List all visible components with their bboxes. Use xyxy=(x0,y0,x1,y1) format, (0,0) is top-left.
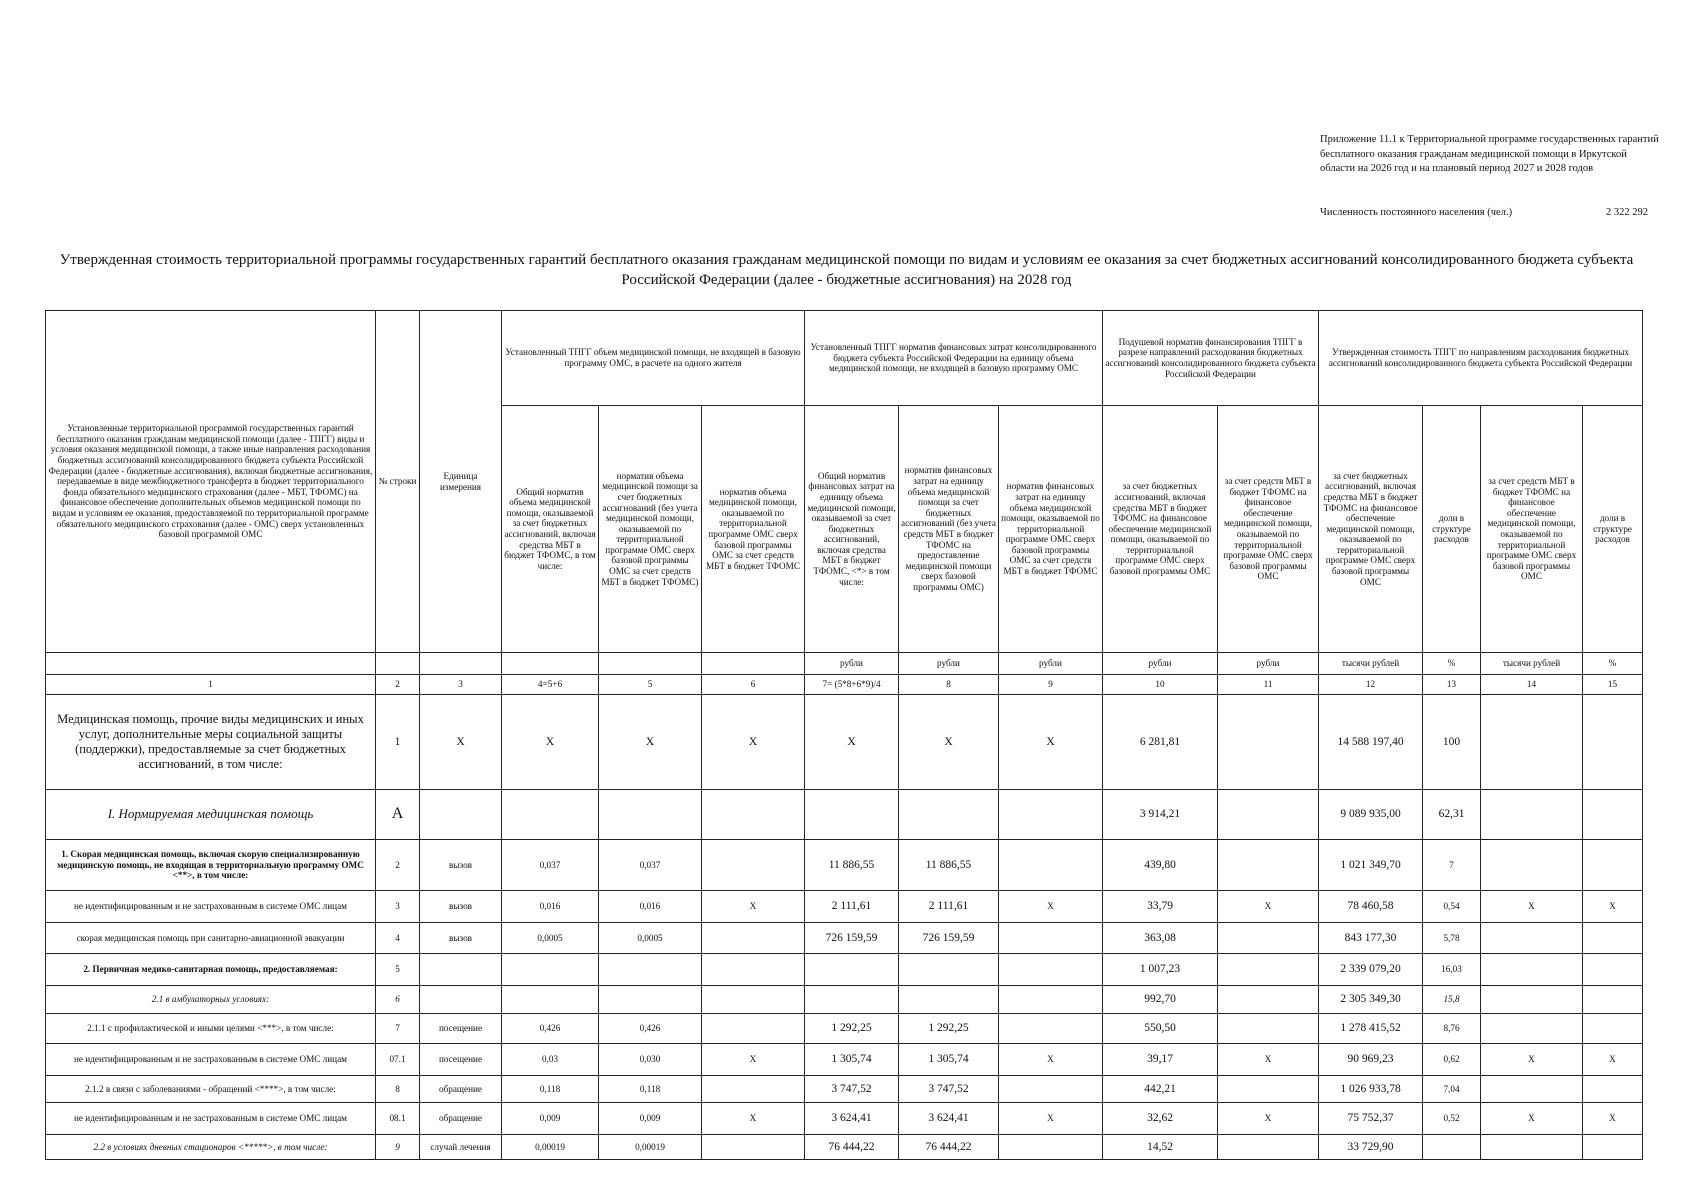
row-label: скорая медицинская помощь при санитарно-авиационной эвакуации xyxy=(46,923,376,954)
cell xyxy=(1583,1014,1643,1044)
cell xyxy=(899,790,999,840)
column-number: 9 xyxy=(999,675,1103,695)
cell xyxy=(1583,1135,1643,1160)
cell xyxy=(702,923,805,954)
cell: 0,009 xyxy=(502,1103,599,1135)
unit-cell: рубли xyxy=(999,653,1103,675)
cell xyxy=(1481,954,1583,986)
row-label: не идентифицированным и не застрахованным в системе ОМС лицам xyxy=(46,1103,376,1135)
cell xyxy=(999,923,1103,954)
row-label: Медицинская помощь, прочие виды медицинских и иных услуг, дополнительные меры социальной защиты (поддержки), предоставляемые за счет бюджетных ассигнований, в том числе: xyxy=(46,695,376,790)
cell: 726 159,59 xyxy=(805,923,899,954)
cell xyxy=(702,1135,805,1160)
cost-table xyxy=(45,310,1643,1160)
population-value: 2 322 292 xyxy=(1606,207,1648,218)
cell: 2 111,61 xyxy=(899,891,999,923)
cell: 1 305,74 xyxy=(805,1044,899,1076)
cell: 1 007,23 xyxy=(1103,954,1218,986)
cell xyxy=(1218,1135,1319,1160)
col-header-14: за счет средств МБТ в бюджет ТФОМС на финансовое обеспечение медицинской помощи, оказываемой по территориальной программе ОМС сверх базовой программы ОМС xyxy=(1481,406,1583,653)
column-number: 1 xyxy=(46,675,376,695)
cell xyxy=(1481,1135,1583,1160)
col-header-1: Установленные территориальной программой государственных гарантий бесплатного оказания гражданам медицинской помощи (далее - ТПГГ) виды и условия оказания медицинской помощи, а также иные направления расходования бюджетных ассигнований консолидированного бюджета субъекта Российской Федерации (далее - бюджетные ассигнования), включая бюджетные ассигнования, передаваемые в виде межбюджетного трансферта в бюджет территориального фонда обязательного медицинского страхования (далее - МБТ, ТФОМС) на финансовое обеспечение дополнительных объемов медицинской помощи по видам и условиям ее оказания, предоставляемой по территориальной программе обязательного медицинского страхования (далее - ОМС) сверх установленных базовой программой ОМС xyxy=(46,311,376,653)
row-number: 4 xyxy=(376,923,420,954)
row-label: 2.2 в условиях дневных стационаров <*****>, в том числе: xyxy=(46,1135,376,1160)
group-header-volume: Установленный ТПГГ объем медицинской помощи, не входящей в базовую программу ОМС, в расчете на одного жителя xyxy=(502,311,805,406)
row-label: 2.1 в амбулаторных условиях: xyxy=(46,986,376,1014)
cell xyxy=(1218,840,1319,891)
cell: 0,037 xyxy=(502,840,599,891)
cell: 0,016 xyxy=(599,891,702,923)
cell xyxy=(899,954,999,986)
cell: Х xyxy=(599,695,702,790)
unit-cell xyxy=(502,653,599,675)
cell xyxy=(599,954,702,986)
cell xyxy=(1583,986,1643,1014)
cell: Х xyxy=(702,695,805,790)
cell xyxy=(1481,840,1583,891)
cell: 14 588 197,40 xyxy=(1319,695,1423,790)
column-number: 6 xyxy=(702,675,805,695)
cell: 33 729,90 xyxy=(1319,1135,1423,1160)
cell: Х xyxy=(702,1103,805,1135)
cell: 1 026 933,78 xyxy=(1319,1076,1423,1103)
cell: 76 444,22 xyxy=(805,1135,899,1160)
cell: 0,426 xyxy=(502,1014,599,1044)
cell xyxy=(1481,986,1583,1014)
cell: 33,79 xyxy=(1103,891,1218,923)
cell: 1 278 415,52 xyxy=(1319,1014,1423,1044)
column-number: 13 xyxy=(1423,675,1481,695)
cell: Х xyxy=(1583,1044,1643,1076)
cell: Х xyxy=(1481,1044,1583,1076)
cell xyxy=(1481,695,1583,790)
cell: Х xyxy=(805,695,899,790)
cell xyxy=(1218,1076,1319,1103)
cell: 0,03 xyxy=(502,1044,599,1076)
cell xyxy=(999,790,1103,840)
group-header-approved-cost: Утвержденная стоимость ТПГГ по направлениям расходования бюджетных ассигнований консолидированного бюджета субъекта Российской Федерации xyxy=(1319,311,1643,406)
cell xyxy=(999,986,1103,1014)
cell: Х xyxy=(899,695,999,790)
col-header-6: норматив объема медицинской помощи, оказываемой по территориальной программе ОМС сверх базовой программы ОМС за счет средств МБТ в бюджет ТФОМС xyxy=(702,406,805,653)
unit-cell: % xyxy=(1583,653,1643,675)
cell xyxy=(1218,790,1319,840)
cell xyxy=(702,1014,805,1044)
column-number: 7= (5*8+6*9)/4 xyxy=(805,675,899,695)
document-title: Утвержденная стоимость территориальной программы государственных гарантий бесплатного оказания гражданам медицинской помощи по видам и условиям ее оказания за счет бюджетных ассигнований консолидированного бюджета субъекта Российской Федерации (далее - бюджетные ассигнования) на 2028 год xyxy=(59,252,1634,288)
cell: вызов xyxy=(420,840,502,891)
cell: 0,016 xyxy=(502,891,599,923)
cell: 2 339 079,20 xyxy=(1319,954,1423,986)
cell: 0,00019 xyxy=(502,1135,599,1160)
cell: 843 177,30 xyxy=(1319,923,1423,954)
cell: Х xyxy=(1218,1103,1319,1135)
cell: 0,54 xyxy=(1423,891,1481,923)
cell xyxy=(899,986,999,1014)
cell xyxy=(999,840,1103,891)
cell xyxy=(1583,840,1643,891)
cell xyxy=(702,840,805,891)
cell: обращение xyxy=(420,1103,502,1135)
col-header-4: Общий норматив объема медицинской помощи, оказываемой за счет бюджетных ассигнований, включая средства МБТ в бюджет ТФОМС, в том числе: xyxy=(502,406,599,653)
row-number: 5 xyxy=(376,954,420,986)
cell: 442,21 xyxy=(1103,1076,1218,1103)
column-number: 10 xyxy=(1103,675,1218,695)
unit-cell xyxy=(702,653,805,675)
cell: Х xyxy=(1218,1044,1319,1076)
population-label: Численность постоянного населения (чел.) xyxy=(1320,207,1513,218)
table-row xyxy=(46,1135,1643,1160)
cell: 0,118 xyxy=(502,1076,599,1103)
cell: 7,04 xyxy=(1423,1076,1481,1103)
cell: 0,0005 xyxy=(599,923,702,954)
cell xyxy=(999,954,1103,986)
cell xyxy=(1583,1076,1643,1103)
cell xyxy=(1218,923,1319,954)
cell: 2 305 349,30 xyxy=(1319,986,1423,1014)
cell: 1 021 349,70 xyxy=(1319,840,1423,891)
row-number: 8 xyxy=(376,1076,420,1103)
cell: 0,0005 xyxy=(502,923,599,954)
unit-cell: % xyxy=(1423,653,1481,675)
cell: 78 460,58 xyxy=(1319,891,1423,923)
table-row xyxy=(46,986,1643,1014)
cell xyxy=(999,1076,1103,1103)
cell: 6 281,81 xyxy=(1103,695,1218,790)
row-label: 2.1.2 в связи с заболеваниями - обращений <****>, в том числе: xyxy=(46,1076,376,1103)
table-row xyxy=(46,1044,1643,1076)
cell: 9 089 935,00 xyxy=(1319,790,1423,840)
unit-cell: рубли xyxy=(1218,653,1319,675)
column-number: 15 xyxy=(1583,675,1643,695)
cell: 0,118 xyxy=(599,1076,702,1103)
col-header-7: Общий норматив финансовых затрат на единицу объема медицинской помощи, оказываемой за счет бюджетных ассигнований, включая средства МБТ в бюджет ТФОМС, <*> в том числе: xyxy=(805,406,899,653)
cell: 16,03 xyxy=(1423,954,1481,986)
cell: вызов xyxy=(420,891,502,923)
cell xyxy=(1481,1076,1583,1103)
row-number: 1 xyxy=(376,695,420,790)
col-header-8: норматив финансовых затрат на единицу объема медицинской помощи за счет бюджетных ассигнований (без учета средств МБТ в бюджет ТФОМС на предоставление медицинской помощи сверх базовой программы ОМС) xyxy=(899,406,999,653)
cell: 3 624,41 xyxy=(805,1103,899,1135)
cell: 992,70 xyxy=(1103,986,1218,1014)
cell: Х xyxy=(702,1044,805,1076)
table-row xyxy=(46,1076,1643,1103)
cell: 76 444,22 xyxy=(899,1135,999,1160)
cell xyxy=(999,1014,1103,1044)
col-header-11: за счет средств МБТ в бюджет ТФОМС на финансовое обеспечение медицинской помощи, оказываемой по территориальной программе ОМС сверх базовой программы ОМС xyxy=(1218,406,1319,653)
cell: 2 111,61 xyxy=(805,891,899,923)
cell: 14,52 xyxy=(1103,1135,1218,1160)
row-number: 7 xyxy=(376,1014,420,1044)
row-number: 9 xyxy=(376,1135,420,1160)
units-row xyxy=(46,653,1643,675)
table-row xyxy=(46,695,1643,790)
cell: Х xyxy=(702,891,805,923)
table-row xyxy=(46,1014,1643,1044)
cell xyxy=(805,954,899,986)
cell: 0,62 xyxy=(1423,1044,1481,1076)
appendix-note: Приложение 11.1 к Территориальной программе государственных гарантий бесплатного оказания гражданам медицинской помощи в Иркутской области на 2026 год и на плановый период 2027 и 2028 годов xyxy=(1320,134,1659,174)
column-number: 2 xyxy=(376,675,420,695)
col-header-13: доли в структуре расходов xyxy=(1423,406,1481,653)
cell xyxy=(702,790,805,840)
cell: 7 xyxy=(1423,840,1481,891)
group-header-cost-norm: Установленный ТПГГ норматив финансовых затрат консолидированного бюджета субъекта Российской Федерации на единицу объема медицинской помощи, не входящей в базовую программу ОМС xyxy=(805,311,1103,406)
unit-cell: рубли xyxy=(1103,653,1218,675)
cell: случай лечения xyxy=(420,1135,502,1160)
column-number: 4=5+6 xyxy=(502,675,599,695)
col-header-15: доли в структуре расходов xyxy=(1583,406,1643,653)
cell xyxy=(1583,790,1643,840)
row-number: 07.1 xyxy=(376,1044,420,1076)
cell: 11 886,55 xyxy=(899,840,999,891)
cell: посещение xyxy=(420,1044,502,1076)
unit-cell xyxy=(46,653,376,675)
cell: 0,52 xyxy=(1423,1103,1481,1135)
cell xyxy=(1423,1135,1481,1160)
cell: 100 xyxy=(1423,695,1481,790)
cell: 0,00019 xyxy=(599,1135,702,1160)
unit-cell xyxy=(376,653,420,675)
header-row-groups xyxy=(46,311,1643,406)
col-header-10: за счет бюджетных ассигнований, включая средства МБТ в бюджет ТФОМС на финансовое обеспечение медицинской помощи, оказываемой по территориальной программе ОМС сверх базовой программы ОМС xyxy=(1103,406,1218,653)
cell: Х xyxy=(1583,891,1643,923)
column-number: 11 xyxy=(1218,675,1319,695)
cell xyxy=(1218,1014,1319,1044)
cell: 3 747,52 xyxy=(899,1076,999,1103)
cell xyxy=(1481,1014,1583,1044)
cell: 439,80 xyxy=(1103,840,1218,891)
row-number: 2 xyxy=(376,840,420,891)
cell xyxy=(1218,986,1319,1014)
row-label: 1. Скорая медицинская помощь, включая скорую специализированную медицинскую помощь, не входящая в территориальную программу ОМС <**>, в том числе: xyxy=(46,840,376,891)
column-number: 8 xyxy=(899,675,999,695)
cell xyxy=(599,986,702,1014)
cell: Х xyxy=(999,891,1103,923)
cell: вызов xyxy=(420,923,502,954)
row-label: 2.1.1 с профилактической и иными целями <***>, в том числе: xyxy=(46,1014,376,1044)
cell: 0,037 xyxy=(599,840,702,891)
cell xyxy=(702,1076,805,1103)
cell xyxy=(702,986,805,1014)
unit-cell xyxy=(599,653,702,675)
cell xyxy=(1218,695,1319,790)
row-label: не идентифицированным и не застрахованным в системе ОМС лицам xyxy=(46,891,376,923)
cell xyxy=(420,954,502,986)
row-number: 3 xyxy=(376,891,420,923)
cell: Х xyxy=(420,695,502,790)
cell xyxy=(1583,695,1643,790)
column-number: 3 xyxy=(420,675,502,695)
col-header-9: норматив финансовых затрат на единицу объема медицинской помощи, оказываемой по территориальной программе ОМС сверх базовой программы ОМС за счет средств МБТ в бюджет ТФОМС xyxy=(999,406,1103,653)
column-number-row xyxy=(46,675,1643,695)
column-number: 12 xyxy=(1319,675,1423,695)
cell xyxy=(1481,790,1583,840)
unit-cell: рубли xyxy=(899,653,999,675)
cell: 3 624,41 xyxy=(899,1103,999,1135)
cell: 90 969,23 xyxy=(1319,1044,1423,1076)
cell xyxy=(599,790,702,840)
column-number: 5 xyxy=(599,675,702,695)
cell: 1 305,74 xyxy=(899,1044,999,1076)
cell xyxy=(1583,954,1643,986)
cell: 39,17 xyxy=(1103,1044,1218,1076)
cell: 0,009 xyxy=(599,1103,702,1135)
cell xyxy=(420,986,502,1014)
table-row xyxy=(46,790,1643,840)
population-line xyxy=(1320,207,1648,218)
column-number: 14 xyxy=(1481,675,1583,695)
cell: Х xyxy=(1218,891,1319,923)
group-header-per-capita: Подушевой норматив финансирования ТПГГ в разрезе направлений расходования бюджетных ассигнований консолидированного бюджета субъекта Российской Федерации xyxy=(1103,311,1319,406)
cell xyxy=(805,790,899,840)
table-row xyxy=(46,954,1643,986)
cell: Х xyxy=(1583,1103,1643,1135)
col-header-2: № строки xyxy=(376,311,420,653)
cell: 15,8 xyxy=(1423,986,1481,1014)
cell: 363,08 xyxy=(1103,923,1218,954)
cell: 11 886,55 xyxy=(805,840,899,891)
cell xyxy=(805,986,899,1014)
unit-cell xyxy=(420,653,502,675)
cell: 1 292,25 xyxy=(805,1014,899,1044)
table-row xyxy=(46,891,1643,923)
table-row xyxy=(46,923,1643,954)
cell xyxy=(702,954,805,986)
cell xyxy=(1583,923,1643,954)
cell: 0,030 xyxy=(599,1044,702,1076)
cell: Х xyxy=(999,1044,1103,1076)
cell: 62,31 xyxy=(1423,790,1481,840)
cell xyxy=(502,986,599,1014)
row-label: I. Нормируемая медицинская помощь xyxy=(46,790,376,840)
cell xyxy=(1218,954,1319,986)
cell: 32,62 xyxy=(1103,1103,1218,1135)
unit-cell: тысячи рублей xyxy=(1481,653,1583,675)
cell: обращение xyxy=(420,1076,502,1103)
col-header-3: Единица измерения xyxy=(420,311,502,653)
row-number: 6 xyxy=(376,986,420,1014)
cell xyxy=(502,790,599,840)
row-label: 2. Первичная медико-санитарная помощь, предоставляемая: xyxy=(46,954,376,986)
cell: Х xyxy=(1481,891,1583,923)
cell: Х xyxy=(502,695,599,790)
cell: 75 752,37 xyxy=(1319,1103,1423,1135)
cell: 550,50 xyxy=(1103,1014,1218,1044)
row-number: 08.1 xyxy=(376,1103,420,1135)
cell xyxy=(999,1135,1103,1160)
cell: 0,426 xyxy=(599,1014,702,1044)
row-label: не идентифицированным и не застрахованным в системе ОМС лицам xyxy=(46,1044,376,1076)
unit-cell: тысячи рублей xyxy=(1319,653,1423,675)
cell xyxy=(1481,923,1583,954)
col-header-5: норматив объема медицинской помощи за счет бюджетных ассигнований (без учета медицинской помощи, оказываемой по территориальной программе ОМС сверх базовой программы ОМС за счет средств МБТ в бюджет ТФОМС) xyxy=(599,406,702,653)
cell: 3 914,21 xyxy=(1103,790,1218,840)
cell: 726 159,59 xyxy=(899,923,999,954)
cell: 5,78 xyxy=(1423,923,1481,954)
table-row xyxy=(46,840,1643,891)
unit-cell: рубли xyxy=(805,653,899,675)
cell xyxy=(502,954,599,986)
cell: Х xyxy=(999,1103,1103,1135)
table-row xyxy=(46,1103,1643,1135)
cell: Х xyxy=(1481,1103,1583,1135)
cell: 8,76 xyxy=(1423,1014,1481,1044)
cell: 1 292,25 xyxy=(899,1014,999,1044)
cell: Х xyxy=(999,695,1103,790)
col-header-12: за счет бюджетных ассигнований, включая средства МБТ в бюджет ТФОМС на финансовое обеспечение медицинской помощи, оказываемой по территориальной программе ОМС сверх базовой программы ОМС xyxy=(1319,406,1423,653)
cell: 3 747,52 xyxy=(805,1076,899,1103)
row-number: А xyxy=(376,790,420,840)
cell xyxy=(420,790,502,840)
cell: посещение xyxy=(420,1014,502,1044)
